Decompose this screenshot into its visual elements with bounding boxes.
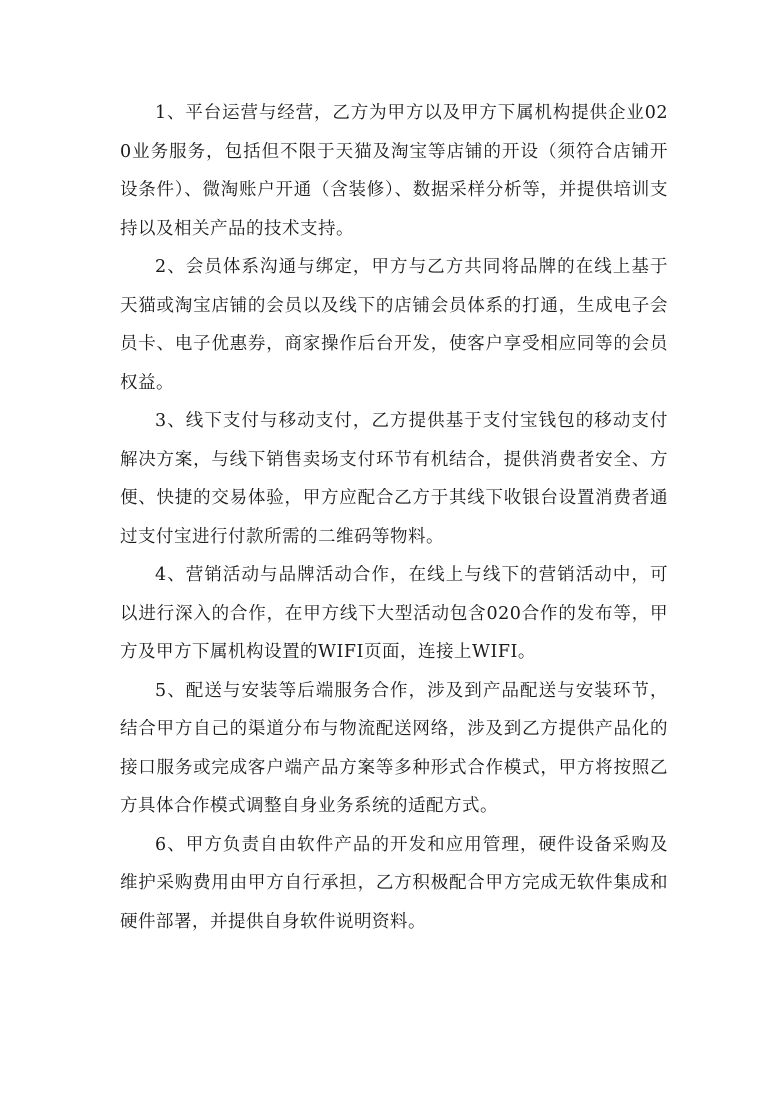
paragraph-4: 4、营销活动与品牌活动合作，在线上与线下的营销活动中，可以进行深入的合作，在甲方线下大型活动包含020合作的发布等，甲方及甲方下属机构设置的WIFI页面，连接上WIFI。 [120, 565, 668, 662]
paragraph-6: 6、甲方负责自由软件产品的开发和应用管理，硬件设备采购及维护采购费用由甲方自行承担，乙方积极配合甲方完成无软件集成和硬件部署，并提供自身软件说明资料。 [120, 834, 668, 932]
paragraph-2: 2、会员体系沟通与绑定，甲方与乙方共同将品牌的在线上基于天猫或淘宝店铺的会员以及线下的店铺会员体系的打通，生成电子会员卡、电子优惠券，商家操作后台开发，使客户享受相应同等的会员权益。 [120, 257, 668, 393]
paragraph-5: 5、配送与安装等后端服务合作，涉及到产品配送与安装环节，结合甲方自己的渠道分布与物流配送网络，涉及到乙方提供产品化的接口服务或完成客户端产品方案等多种形式合作模式，甲方将按照乙方具体合作模式调整自身业务系统的适配方式。 [120, 680, 668, 816]
paragraph-3: 3、线下支付与移动支付，乙方提供基于支付宝钱包的移动支付解决方案，与线下销售卖场支付环节有机结合，提供消费者安全、方便、快捷的交易体验，甲方应配合乙方于其线下收银台设置消费者通过支付宝进行付款所需的二维码等物料。 [120, 411, 668, 547]
paragraph-1: 1、平台运营与经营，乙方为甲方以及甲方下属机构提供企业020业务服务，包括但不限于天猫及淘宝等店铺的开设（须符合店铺开设条件）、微淘账户开通（含装修）、数据采样分析等，并提供培训支持以及相关产品的技术支持。 [120, 103, 668, 239]
document-body [120, 94, 668, 941]
